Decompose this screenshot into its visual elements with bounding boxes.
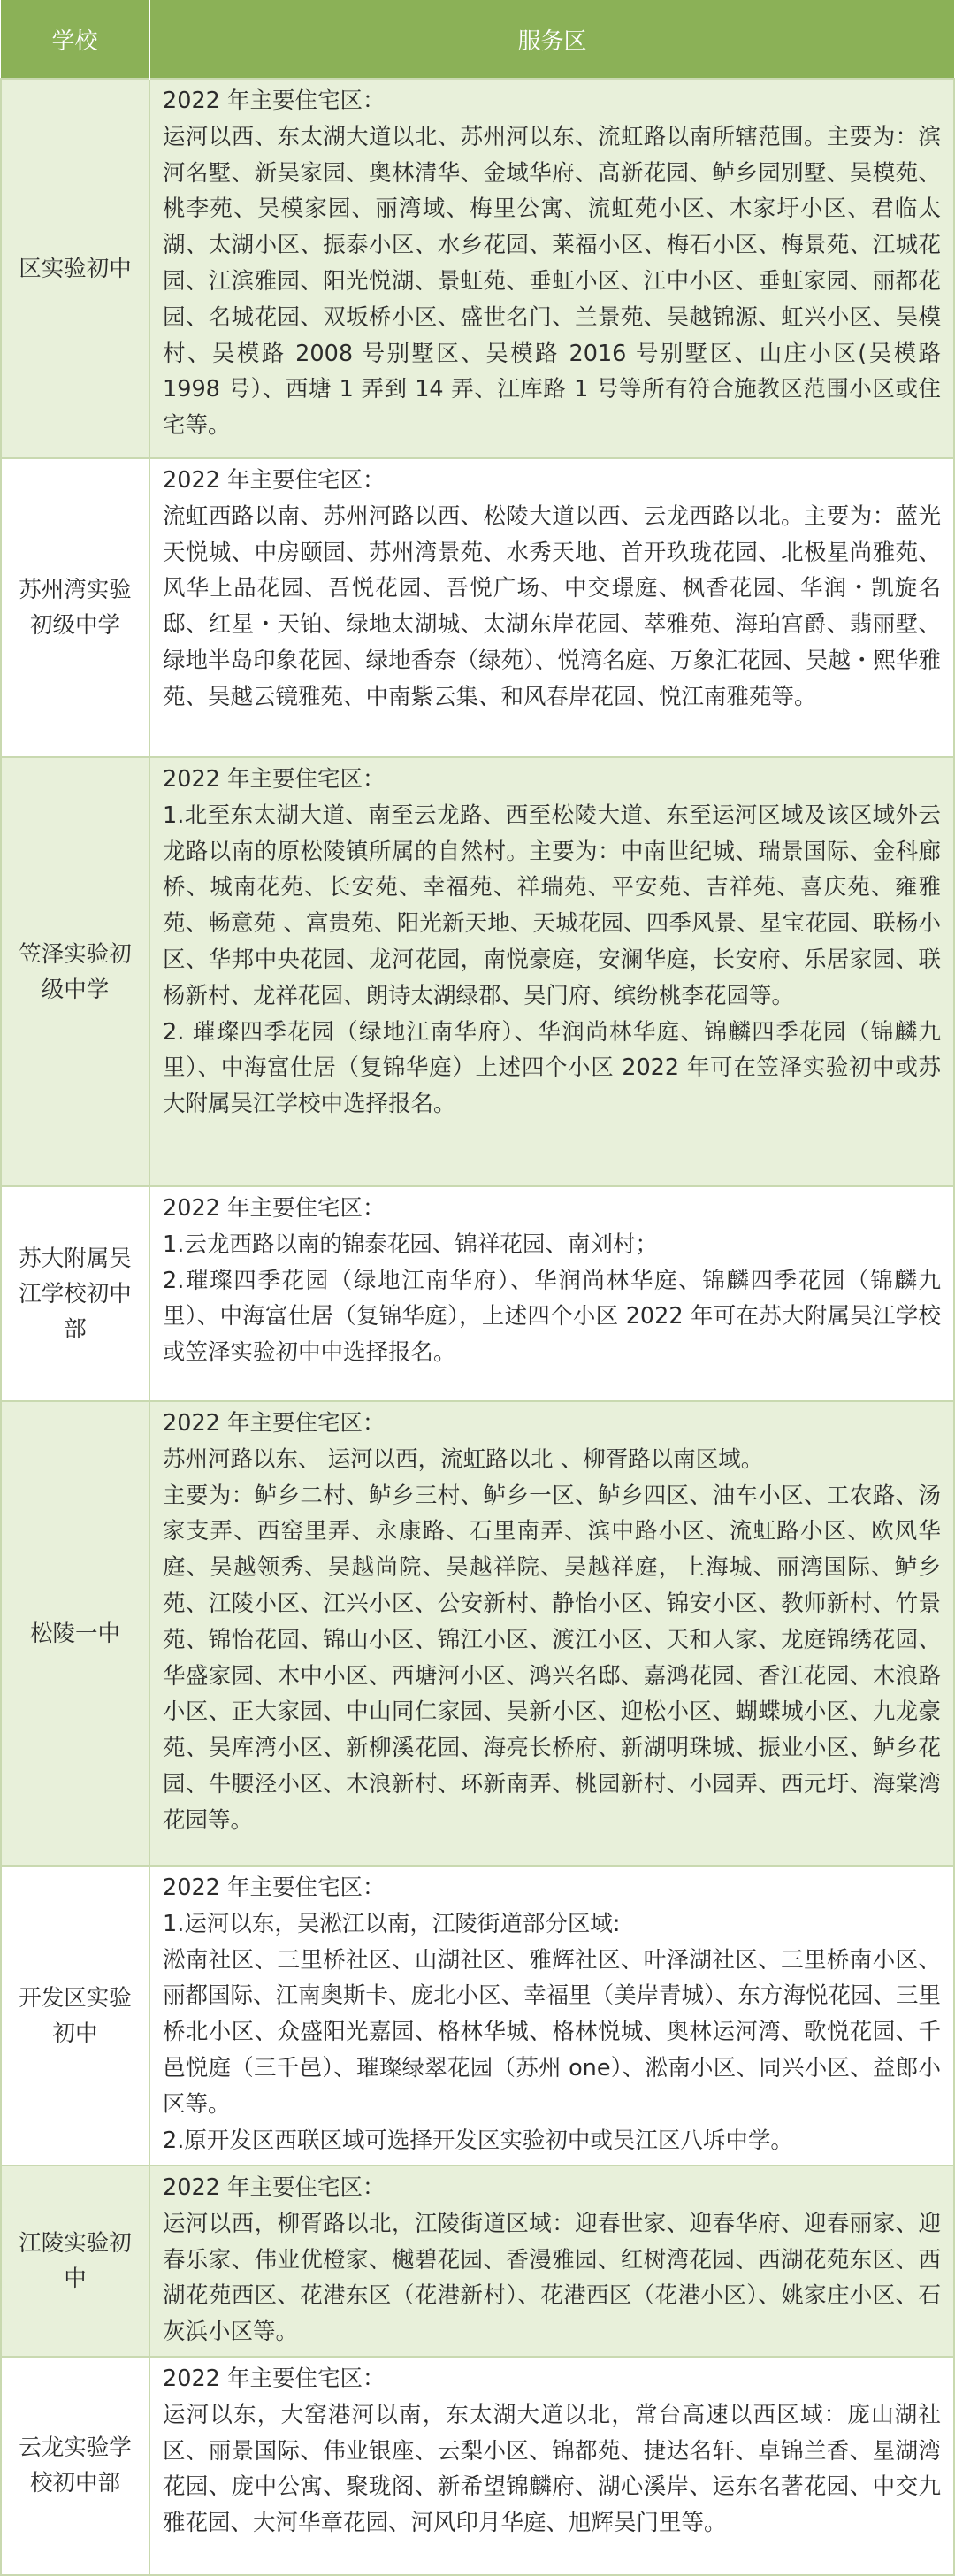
header-area: 服务区 [149, 0, 954, 79]
area-line: 2022 年主要住宅区： [163, 1195, 386, 1222]
service-area [149, 1866, 954, 2166]
area-line: 2022 年主要住宅区： [163, 1874, 386, 1901]
area-line: 2.原开发区西联区域可选择开发区实验初中或吴江区八坼中学。 [163, 2127, 793, 2154]
table-row [1, 1186, 954, 1401]
service-area [149, 1186, 954, 1401]
school-name: 江陵实验初中 [1, 2166, 149, 2357]
service-area [149, 757, 954, 1186]
school-name: 松陵一中 [1, 1401, 149, 1866]
table-row [1, 2357, 954, 2575]
service-area [149, 79, 954, 458]
table-row [1, 1866, 954, 2166]
service-area [149, 2166, 954, 2357]
area-line: 运河以西、东太湖大道以北、苏州河以东、流虹路以南所辖范围。主要为：滨河名墅、新吴家园、奥林清华、金域华府、高新花园、鲈乡园别墅、吴模苑、桃李苑、吴模家园、丽湾域、梅里公寓、流虹苑小区、木家圩小区、君临太湖、太湖小区、振泰小区、水乡花园、莱福小区、梅石小区、梅景苑、江城花园、江滨雅园、阳光悦湖、景虹苑、垂虹小区、江中小区、垂虹家园、丽都花园、名城花园、双坂桥小区、盛世名门、兰景苑、吴越锦源、虹兴小区、吴模村、吴模路 2008 号别墅区、吴模路 2016 号别墅区、山庄小区(吴模路 1998 号）、西塘 1 弄到 14 弄、江库路 1 号等所有符合施教区范围小区或住宅等。 [163, 123, 941, 440]
school-name: 云龙实验学校初中部 [1, 2357, 149, 2575]
school-name: 苏州湾实验初级中学 [1, 458, 149, 757]
school-name: 苏大附属吴江学校初中部 [1, 1186, 149, 1401]
area-line: 2022 年主要住宅区： [163, 2365, 386, 2392]
area-line: 2022 年主要住宅区： [163, 467, 386, 494]
area-line: 运河以西，柳胥路以北，江陵街道区域：迎春世家、迎春华府、迎春丽家、迎春乐家、伟业优橙家、樾碧花园、香漫雅园、红树湾花园、西湖花苑东区、西湖花苑西区、花港东区（花港新村）、花港西区（花港小区）、姚家庄小区、石灰浜小区等。 [163, 2210, 941, 2346]
service-area [149, 2357, 954, 2575]
table-row [1, 757, 954, 1186]
table-row [1, 1401, 954, 1866]
area-line: 流虹西路以南、苏州河路以西、松陵大道以西、云龙西路以北。主要为：蓝光天悦城、中房颐园、苏州湾景苑、水秀天地、首开玖珑花园、北极星尚雅苑、风华上品花园、吾悦花园、吾悦广场、中交璟庭、枫香花园、华润・凯旋名邸、红星・天铂、绿地太湖城、太湖东岸花园、萃雅苑、海珀宫爵、翡丽墅、绿地半岛印象花园、绿地香奈（绿苑）、悦湾名庭、万象汇花园、吴越・熙华雅苑、吴越云镜雅苑、中南紫云集、和风春岸花园、悦江南雅苑等。 [163, 502, 941, 710]
area-line: 1.云龙西路以南的锦泰花园、锦祥花园、南刘村； [163, 1230, 658, 1258]
school-name: 区实验初中 [1, 79, 149, 458]
area-line: 运河以东，大窑港河以南，东太湖大道以北，常台高速以西区域：庞山湖社区、丽景国际、伟业银座、云梨小区、锦都苑、捷达名轩、卓锦兰香、星湖湾花园、庞中公寓、聚珑阁、新希望锦麟府、湖心溪岸、运东名著花园、中交九雅花园、大河华章花园、河风印月华庭、旭辉吴门里等。 [163, 2401, 941, 2537]
service-area [149, 1401, 954, 1866]
area-line: 2022 年主要住宅区： [163, 88, 386, 114]
table-row [1, 79, 954, 458]
table-header [1, 0, 954, 79]
header-school: 学校 [1, 0, 149, 79]
table-row [1, 2166, 954, 2357]
school-name: 开发区实验初中 [1, 1866, 149, 2166]
area-line: 1.运河以东，吴淞江以南，江陵街道部分区域: [163, 1910, 621, 1937]
area-line: 淞南社区、三里桥社区、山湖社区、雅辉社区、叶泽湖社区、三里桥南小区、丽都国际、江南奥斯卡、庞北小区、幸福里（美岸青城）、东方海悦花园、三里桥北小区、众盛阳光嘉园、格林华城、格林悦城、奥林运河湾、歌悦花园、千邑悦庭（三千邑）、璀璨绿翠花园（苏州 one）、淞南小区、同兴小区、益郎小区等。 [163, 1946, 941, 2118]
area-line: 1.北至东太湖大道、南至云龙路、西至松陵大道、东至运河区域及该区域外云龙路以南的原松陵镇所属的自然村。主要为：中南世纪城、瑞景国际、金科廊桥、城南花苑、长安苑、幸福苑、祥瑞苑、平安苑、吉祥苑、喜庆苑、雍雅苑、畅意苑 、富贵苑、阳光新天地、天城花园、四季风景、星宝花园、联杨小区、华邦中央花园、龙河花园，南悦豪庭，安澜华庭，长安府、乐居家园、联杨新村、龙祥花园、朗诗太湖绿郡、吴门府、缤纷桃李花园等。 [163, 801, 941, 1009]
area-line: 2022 年主要住宅区： [163, 766, 386, 793]
area-line: 2022 年主要住宅区： [163, 2174, 386, 2201]
service-area [149, 458, 954, 757]
area-line: 2.璀璨四季花园（绿地江南华府）、华润尚林华庭、锦麟四季花园（锦麟九里）、中海富仕居（复锦华庭），上述四个小区 2022 年可在苏大附属吴江学校或笠泽实验初中中选择报名。 [163, 1267, 941, 1367]
area-line: 主要为：鲈乡二村、鲈乡三村、鲈乡一区、鲈乡四区、油车小区、工农路、汤家支弄、西窑里弄、永康路、石里南弄、滨中路小区、流虹路小区、欧风华庭、吴越领秀、吴越尚院、吴越祥院、吴越祥庭，上海城、丽湾国际、鲈乡苑、江陵小区、江兴小区、公安新村、静怡小区、锦安小区、教师新村、竹景苑、锦怡花园、锦山小区、锦江小区、渡江小区、天和人家、龙庭锦绣花园、华盛家园、木中小区、西塘河小区、鸿兴名邸、嘉鸿花园、香江花园、木浪路小区、正大家园、中山同仁家园、吴新小区、迎松小区、蝴蝶城小区、九龙豪苑、吴库湾小区、新柳溪花园、海亮长桥府、新湖明珠城、振业小区、鲈乡花园、牛腰泾小区、木浪新村、环新南弄、桃园新村、小园弄、西元圩、海棠湾花园等。 [163, 1482, 941, 1834]
area-line: 苏州河路以东、 运河以西，流虹路以北 、柳胥路以南区域。 [163, 1445, 764, 1473]
school-name: 笠泽实验初级中学 [1, 757, 149, 1186]
table-row [1, 458, 954, 757]
area-line: 2. 璀璨四季花园（绿地江南华府）、华润尚林华庭、锦麟四季花园（锦麟九里）、中海富仕居（复锦华庭）上述四个小区 2022 年可在笠泽实验初中或苏大附属吴江学校中选择报名。 [163, 1018, 941, 1118]
area-line: 2022 年主要住宅区： [163, 1410, 386, 1437]
